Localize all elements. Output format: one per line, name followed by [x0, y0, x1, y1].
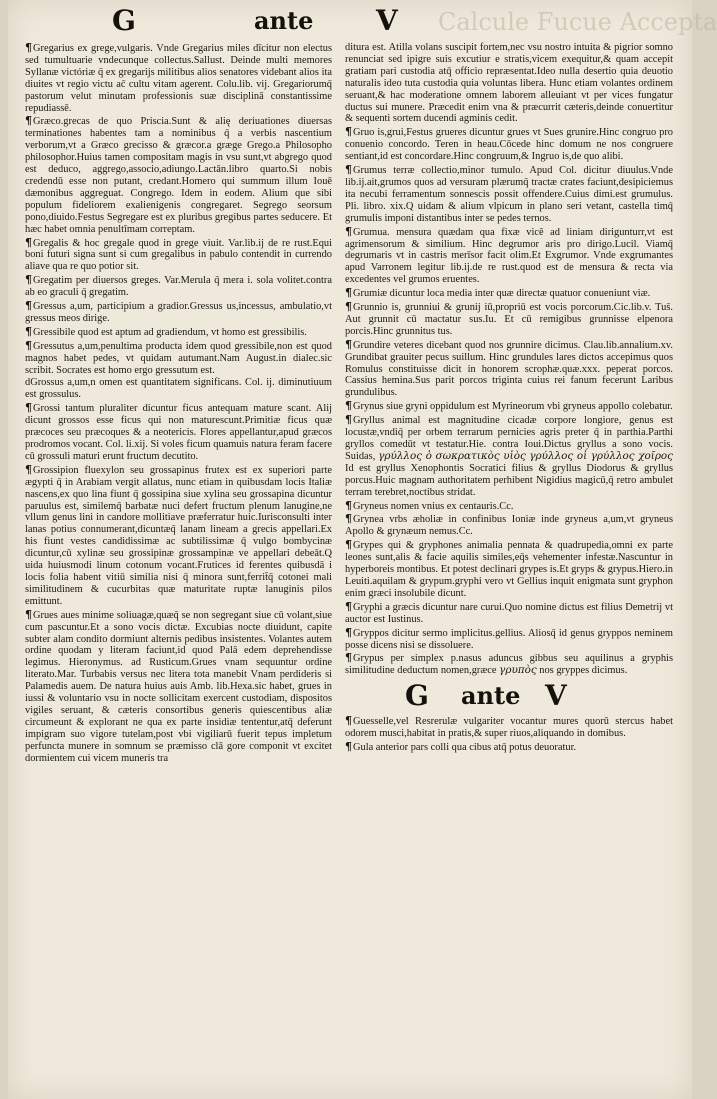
paragraph-mark-icon: ¶: [25, 41, 32, 54]
entry-gryllus: [345, 414, 673, 498]
entry-text: Grumus terræ collectio,minor tumulo. Apud Col. dicitur diuulus.Vnde lib.ij.ait,grumos quos ad versuram plærumq̄ tractæ crates faciunt,desipiciemus ita necubi ferramentum sonnescis possit offendere.Cuius dimi.est grumulus. Pli. libro. xix.Q uidam & alium vlpicum in plano seri vetant, castella timq̄ grumulis imponi distantibus inter se pedes ternos.: [345, 165, 673, 224]
paragraph-mark-icon: ¶: [345, 286, 352, 300]
greek-quotation: γρύλλος ὁ σωκρατικὸς υἱὸς γρύλλος οἱ γρύλλος χοῖρος: [378, 449, 673, 462]
page-header: [8, 4, 717, 38]
entry-gryneus: [345, 500, 673, 513]
entry-text: Gressus a,um, participium a gradior.Gressus us,incessus, ambulatio,vt gressus meos dirige.: [25, 301, 332, 324]
entry-grundire: [345, 339, 673, 400]
entry-grypus: [345, 652, 673, 677]
entry-text: Grossipion fluexylon seu grossapinus frutex est ex superiori parte ægypti q̄ in Arabiam vergit allatus, nunc etiam in quibusdam locis Italiæ nascens,ex quo lina fiunt q̄ gossipina siue xylina seu grossapina dicuntur paruulus est, similemq̄ barbatæ nuci defert fructum plenum lanugine,ne vllum genus lini in candore mollitiave præferratur huic.Iurisconsulti inter lanas potius connumerant,dicuntæq̄ lanam lineam a grecis appellari.Ex his fiunt vestes candidissimæ ac subtilissimæ q̄ vulgo bombycinæ dicuntur,cū xylinæ seu grossipinæ grossampinæ ve appellari debeāt.Q uida huiusmodi linum cotonum vocant.Frutices id ferentes quibusdā i locis folia habent vitiū similia nisi q̄ minora sunt,ferrit̄q̄ cotonei mali similitudinem & cucurbitas quæ maturitate ruptæ lanuginis pilos emittunt.: [25, 464, 332, 607]
show-through-running-head: Calcule Fucue Accepta: [438, 8, 717, 36]
entry-text: Gressibile quod est aptum ad gradiendum, vt homo est gressibilis.: [33, 326, 307, 338]
entry-text: Grynus siue gryni oppidulum est Myrineorum vbi gryneus appollo colebatur.: [353, 401, 673, 413]
paragraph-mark-icon: ¶: [345, 125, 352, 139]
paragraph-mark-icon: ¶: [25, 273, 32, 287]
paragraph-mark-icon: ¶: [345, 599, 352, 613]
paragraph-mark-icon: ¶: [345, 714, 352, 728]
right-column: [345, 42, 673, 755]
entry-gruo: [345, 126, 673, 163]
entry-text: Grossi tantum pluraliter dicuntur ficus antequam mature scant. Alij dicunt grossos esse ficus qui non maturescunt.Primitiæ ficus quæ præcoces seu præcoques & a neotericis. Flores appellantur,apud græcos prodromos vocant. Col. li.xij. Si voles ficum quamuis natura feram facere cū grossuli maturi erunt fructum decutito.: [25, 403, 332, 462]
entry-grossus: [25, 377, 332, 401]
entry-text: Gregatim per diuersos greges. Var.Merula q̄ mera i. sola volitet.contra ab eo graculi q̄ gregatim.: [25, 275, 332, 299]
paragraph-mark-icon: ¶: [345, 538, 352, 552]
paragraph-mark-icon: ¶: [345, 498, 352, 512]
entry-text: Grundire veteres dicebant quod nos grunnire dicimus. Clau.lib.annalium.xv. Grundibat grauiter pecus suillum. Hinc grundules lares dictos accepimus quos Romulus constituisse dicit in honorem scrophæ.quæ.xxx. peperat porcos. Cassius hemina.Sus parit porcos triginta cuius rei fanum fecerunt Laribus grundulibus.: [345, 339, 673, 399]
entry-gregatim: [25, 274, 332, 299]
entry-text: ditura est. Atilla volans suscipit fortem,nec vsu nostro intuita & pigrior somno renunciat sed ipigre suis excutiur e stratis,vicem exequitur,& quam accepit gratiam pari custodia atq̄ officio repræsentat.Ideo nulla desertio quia deuotio naturalis ideo tuta custodia quia voluntas libera. Hunc etiam volantes ordinem seruant,& hac moderatione omnem laborem alleuiant vt per vices fungatur ductus sui munere. Præcedit enim vna & præcurrit cæteris,deinde conuertitur & sequenti sortem ducendi agminis cedit.: [345, 42, 673, 125]
entry-text: Gressutus a,um,penultima producta idem quod gressibile,non est quod magnos habet pedes, vt quidam autumant.Nam August.in dialec.sic scribit. Socrates est homo ergo gressutum est.: [25, 340, 332, 376]
paragraph-mark-icon: ¶: [25, 401, 32, 415]
entry-grunnio: [345, 301, 673, 338]
entry-text: Gryneus nomen vnius ex centauris.Cc.: [353, 500, 514, 512]
paragraph-mark-icon: ¶: [25, 338, 32, 352]
left-column: [25, 42, 332, 765]
paragraph-mark-icon: ¶: [25, 607, 32, 621]
entry-gula: [345, 741, 673, 754]
entry-text: Gregalis & hoc gregale quod in grege viuit. Var.lib.ij de re rust.Equi boni futuri signa sunt si cum gregalibus in pabulo contendit in currendo aliave qua re quo potior sit.: [25, 237, 332, 273]
entry-gregalis: [25, 237, 332, 274]
entry-gressutus: [25, 340, 332, 377]
header-center-word: ante: [254, 6, 314, 35]
entry-text: Gryllus animal est magnitudine cicadæ corpore longiore, genus est locustæ,vndiq̄ per orbem terrarum pernicies agris preter q̄ in parthia.Parthi gryllos comedūt vt testatur.Hie. contra Ioui.Dictus gryllus a sono vocis. Suidas,: [345, 415, 673, 462]
entry-grues: [25, 609, 332, 765]
entry-text: Guesselle,vel Resrerulæ vulgariter vocantur mures quorū stercus habet odorem musci,habitat in pratis,& super riuos,aliquando in domibus.: [345, 716, 673, 740]
entry-grossi: [25, 402, 332, 463]
paragraph-mark-icon: ¶: [25, 299, 32, 313]
entry-gryppos: [345, 627, 673, 652]
paragraph-mark-icon: ¶: [345, 399, 352, 413]
header-left-letter: G: [112, 4, 136, 37]
paragraph-mark-icon: ¶: [345, 512, 352, 526]
book-page: [8, 0, 717, 1099]
entry-text: Grunnio is, grunniui & grunij iū,propriū est vocis porcorum.Cic.lib.v. Tus̄. Aut grunnit cū mactatur sus.Iu. Et cū remigibus grunnisse elpenora porcis.Hinc grunnitus tus.: [345, 302, 673, 337]
section-left-letter: G: [405, 679, 429, 713]
entry-text: Gryppos dicitur sermo implicitus.gellius. Aliosq̄ id genus gryppos neminem posse dicens nisi se dissoluere.: [345, 627, 673, 651]
entry-text: Grypes qui & gryphones animalia pennata & quadrupedia,omni ex parte leones sunt,alis & facie aquilis similes,eq̄s vehementer infestæ.Nascuntur in hyperboreis montibus. Et potest declinari grypes is.Et gryps & grypus.Hiero.in Leuiti.aquilam & grypum.gryphi vero vt Gellius inquit enigmata sunt gryphon enim græci insolubile dicunt.: [345, 540, 673, 599]
paragraph-mark-icon: ¶: [345, 337, 352, 351]
paragraph-mark-icon: ¶: [345, 300, 352, 314]
entry-gressus: [25, 300, 332, 325]
paragraph-mark-icon: ¶: [25, 324, 32, 338]
paragraph-mark-icon: ¶: [25, 235, 32, 249]
paragraph-mark-icon: ¶: [345, 651, 352, 665]
entry-text: Grypus per simplex p.nasus aduncus gibbus seu aquilinus a gryphis similitudine deductum nomen,græce: [345, 653, 673, 677]
entry-gryphi: [345, 601, 673, 626]
entry-text: Græco.grecas de quo Priscia.Sunt & alię deriuationes diuersas terminationes habentes tam a nominibus q̄ a verbis nascentium verborum,vt a Græco grecisso & græcor.a græge Grego.a Philosopho philosophor.Huius tamen compositam magis in vsu sunt,vt abgrego quod est deduco, aggrego,associo,adiungo.Lactān.libro quarto.Si nobis credendū esse non putant, credant.Homero qui summum illum Iouē dæmonibus aggreguat. Congrego. Idem in eodem. Alium que sibi populum fideliorem exalienigenis congregaret. Segrego seorsum pono,diuido.Festus Segregare est ex pluribus gregibus partes seducere. Et hæc habet omnia penultīmam correptam.: [25, 116, 332, 235]
entry-grossipion: [25, 464, 332, 608]
entry-gregarius: [25, 42, 332, 114]
entry-text: nos gryppes dicimus.: [539, 665, 628, 677]
paragraph-mark-icon: ¶: [345, 625, 352, 639]
entry-grumua: [345, 226, 673, 287]
entry-text: Gryphi a græcis dicuntur nare curui.Quo nomine dictus est filius Demetrij vt auctor est Iustinus.: [345, 601, 673, 625]
paragraph-mark-icon: ¶: [345, 224, 352, 238]
paragraph-mark-icon: ¶: [345, 413, 352, 427]
paragraph-mark-icon: ¶: [345, 740, 352, 754]
entry-grumiae: [345, 287, 673, 300]
entry-text: Gruo is,grui,Festus grueres dicuntur grues vt Sues grunire.Hinc congruo pro conuenio concordo. Teren in heau.Cōcede hinc domum ne nos congruere sentiant,id est concordare.Hinc congruum,& Ingruo is,de quo alibi.: [345, 127, 673, 163]
entry-text: & gryllus Diodorus & gryllus porcus.Huic magnam authoritatem perhibent Nigidius magicū,q̄ retro ambulet terram terebret,noctibus stridat.: [345, 462, 673, 498]
entry-grumus: [345, 164, 673, 225]
paragraph-mark-icon: ¶: [345, 163, 352, 177]
entry-grynus: [345, 400, 673, 413]
entry-text: Grynea vrbs æholiæ in confinibus Ioniæ inde gryneus a,um,vt gryneus Apollo & grynæum nemus.Cc.: [345, 514, 673, 538]
entry-guesselle: [345, 715, 673, 740]
entry-gressibile: [25, 326, 332, 339]
entry-text: Grumiæ dicuntur loca media inter quæ directæ quatuor conueniunt viæ.: [353, 288, 651, 300]
section-heading-gu: [345, 681, 673, 711]
entry-text: dGrossus a,um,n omen est quantitatem significans. Col. ij. diminutiuum est grossulus.: [25, 377, 332, 401]
entry-text: Id est gryllus Xenophontis Socratici filius: [345, 462, 533, 474]
entry-grues-continued: [345, 42, 673, 125]
section-right-letter: V: [545, 679, 567, 713]
paragraph-mark-icon: ¶: [25, 462, 32, 476]
section-word: ante: [461, 681, 521, 711]
entry-grypes: [345, 539, 673, 600]
entry-text: Gregarius ex grege,vulgaris. Vnde Gregarius miles dīcitur non electus sed tumultuarie vndecunque collectus.Sallust. Deinde multi memores Syllanæ victóriæ q̄ ex gregarijs militibus alios senatores videbant alios ita diuites vt regio victu ac̄ cultu vitam agerent. Colu.lib. vij. Gregariorumq̄ pastorum velut minutam professionis suæ disciplinā constantissime repudiassē.: [25, 43, 332, 114]
entry-text: Grumua. mensura quædam qua fixæ vicē ad liniam dirigunturr,vt est agrimensorum & similium. Hinc degrumor aris pro dirigo.Lucil. Viamq̄ degrumaris vt in castris merīsor facit olim.Et Exgrumor. Vnde exgrumantes apud Varronem legitur lib.ij.de re rust.quod est de mensura & recta via excedentes vel grumos eruentes.: [345, 226, 673, 286]
paragraph-mark-icon: ¶: [25, 114, 32, 128]
header-right-letter: V: [376, 4, 398, 37]
greek-word: γρυπὸς: [499, 664, 537, 677]
entry-text: Gula anterior pars colli qua cibus atq̄ potus deuoratur.: [353, 742, 577, 754]
entry-greco: [25, 115, 332, 235]
entry-text: Grues aues minime soliuagæ,quæq̄ se non segregant siue cū volant,siue cum pascuntur.Et a sono vocis dictæ. Excubias nocte diuidunt, capite subter alam condito dormiunt alternis pedibus insistentes. Volantes autem ordine quodam y literam faciunt,id quod Palā edem deprehendisse legimus. Hieronymus. ad Rusticum.Grues vnam sequuntur ordine literato.Mar. Turbabis versus nec litera tota manebit Vnam perdideris si Palamedis auem. De natura huius auis Amb. lib.Hexa.sic habet, grues in iussi & voluntario vsu in nocte sollicitam exercent custodiam, dispositos vigiles seruant, & cæteris consortibus generis quiescentibus aliæ circumeunt & explorant ne qua ex parte insidiæ tententur,atq̄ deferunt impigram suo vigore tutelam,post vbi vigiliarū fuerit tepus impletum perfuncta munere in somnum se præmisso clā gore componit vt excitet dormientem cui vicem muneris tra: [25, 609, 332, 764]
entry-grynea: [345, 513, 673, 538]
